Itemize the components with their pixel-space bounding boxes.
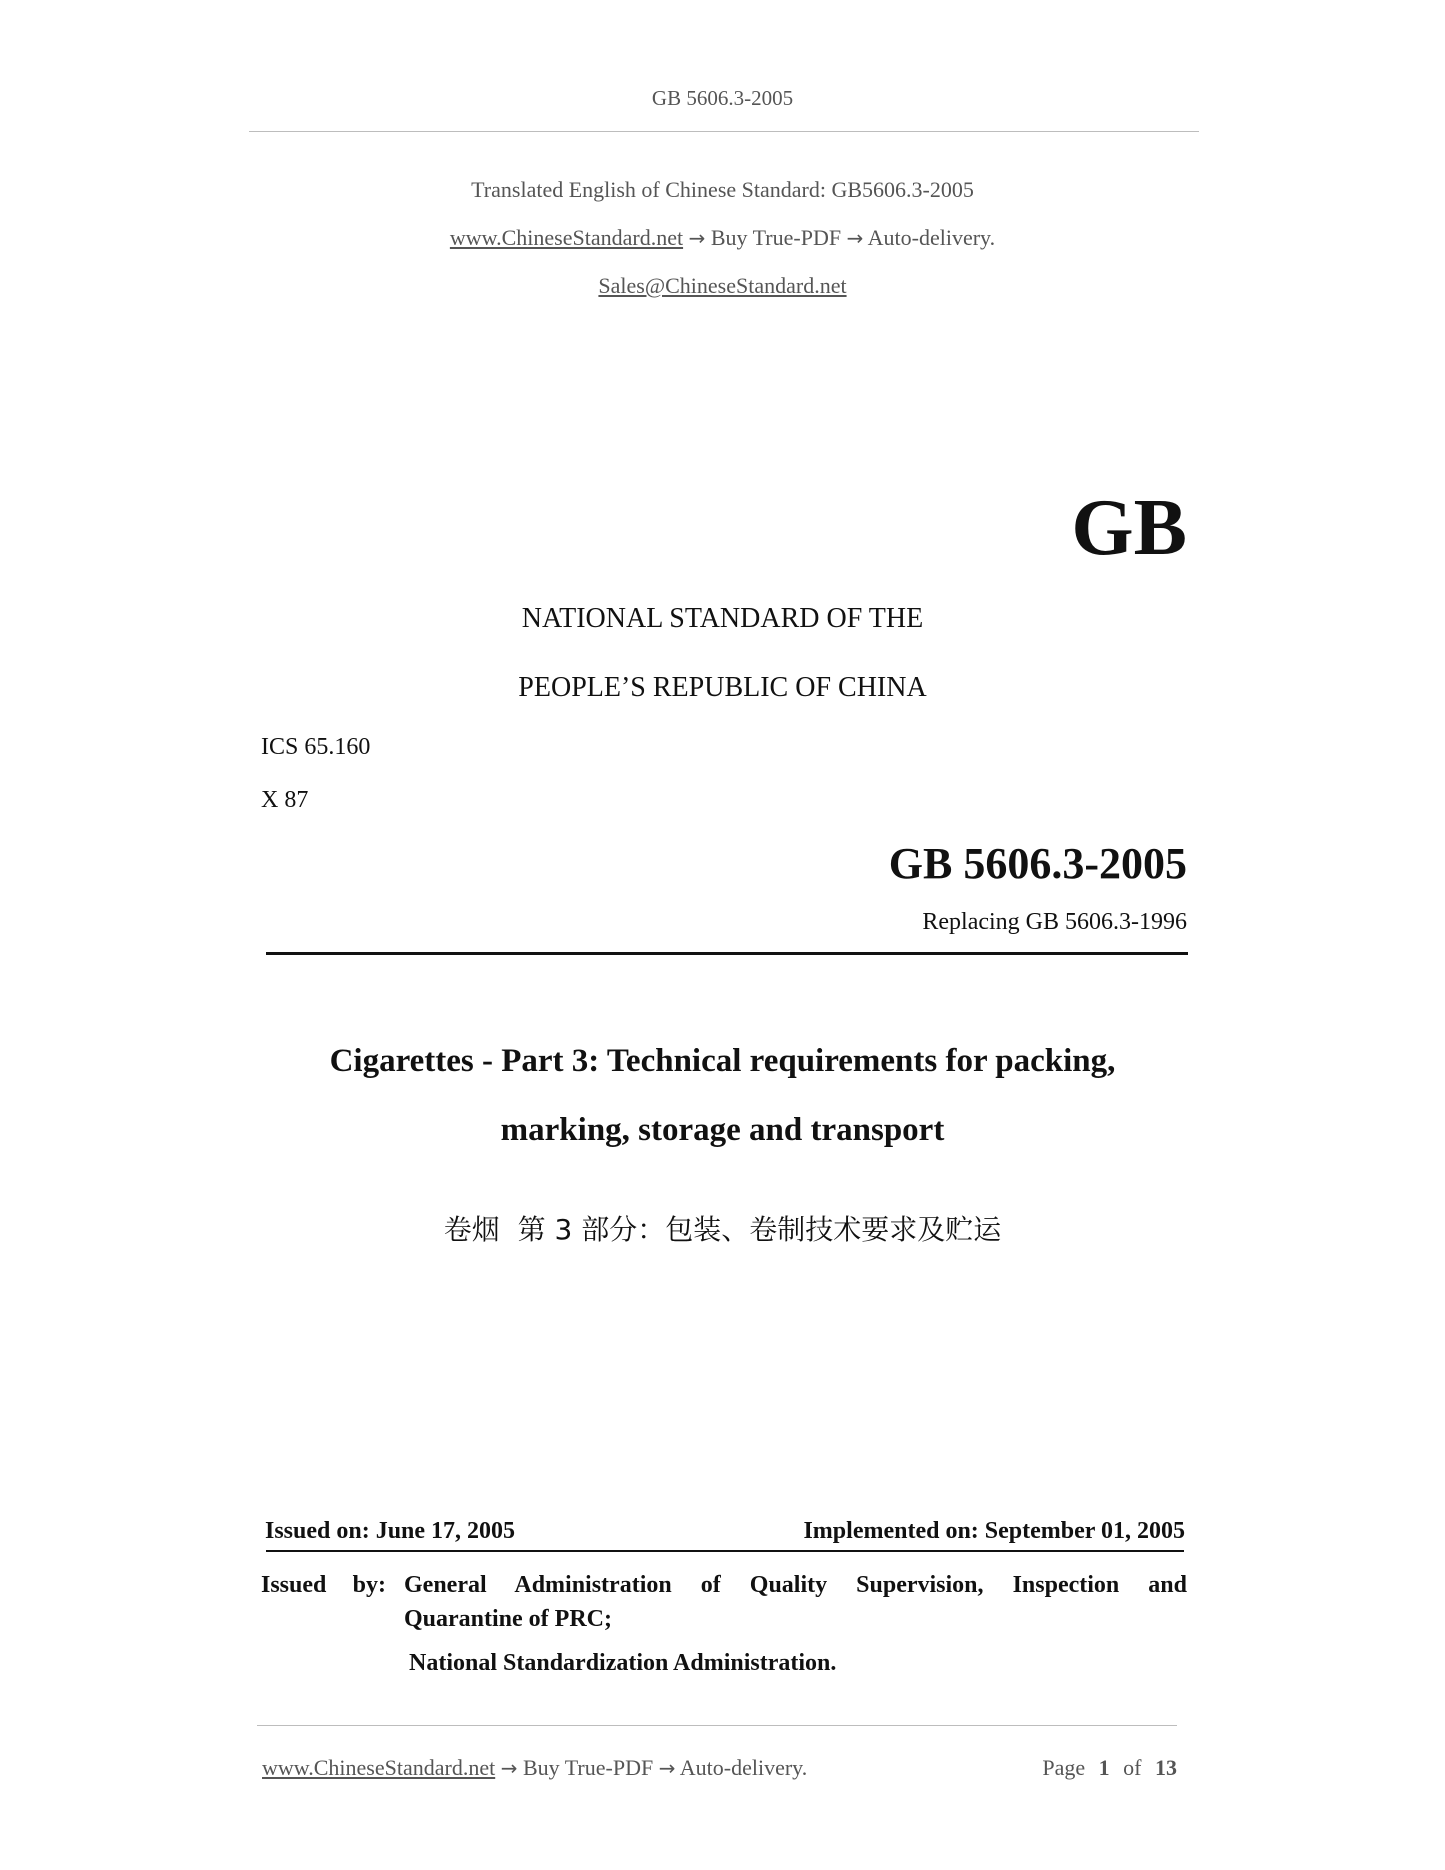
gb-logo: GB: [1071, 484, 1187, 572]
footer-auto-delivery-text: Auto-delivery.: [679, 1755, 808, 1780]
site-link[interactable]: www.ChineseStandard.net: [449, 225, 684, 250]
issued-on: Issued on: June 17, 2005: [265, 1518, 516, 1544]
running-header: GB 5606.3-2005: [651, 86, 794, 110]
document-title-line1: Cigarettes - Part 3: Technical requirements for packing,: [329, 1043, 1116, 1079]
classification-code: X 87: [261, 787, 309, 813]
arrow-right-icon: →: [500, 1756, 518, 1780]
footer-purchase-line: [262, 1755, 807, 1781]
title-divider: [266, 952, 1188, 955]
issued-by-label: Issued by:: [261, 1572, 386, 1598]
issuer-line3: National Standardization Administration.: [409, 1650, 837, 1676]
page-of-label: of: [1123, 1755, 1142, 1780]
auto-delivery-text: Auto-delivery.: [867, 225, 996, 250]
issuer-line2: Quarantine of PRC;: [404, 1606, 612, 1632]
sales-email-link[interactable]: Sales@ChineseStandard.net: [598, 273, 847, 298]
translation-notice: Translated English of Chinese Standard: GB5606.3-2005: [471, 177, 974, 202]
national-standard-line1: NATIONAL STANDARD OF THE: [521, 603, 924, 634]
arrow-right-icon: →: [658, 1756, 676, 1780]
footer-buy-true-pdf-text: Buy True-PDF: [522, 1755, 654, 1780]
replacing-note: Replacing GB 5606.3-1996: [922, 909, 1187, 935]
document-title-line2: marking, storage and transport: [500, 1112, 945, 1148]
footer-divider: [257, 1725, 1177, 1726]
standard-number: GB 5606.3-2005: [888, 839, 1187, 888]
arrow-right-icon: →: [846, 226, 864, 250]
implemented-on: Implemented on: September 01, 2005: [803, 1518, 1185, 1544]
national-standard-line2: PEOPLE’S REPUBLIC OF CHINA: [518, 672, 927, 703]
page-indicator: [1042, 1755, 1177, 1781]
page-current: 1: [1098, 1755, 1110, 1780]
footer-site-link[interactable]: www.ChineseStandard.net: [262, 1755, 496, 1780]
email-line: [0, 273, 1445, 299]
page-total: 13: [1155, 1755, 1177, 1780]
issue-divider: [266, 1550, 1184, 1552]
header-divider: [249, 131, 1199, 132]
chinese-title: 卷烟 第 3 部分：包装、卷制技术要求及贮运: [443, 1213, 1002, 1246]
ics-code: ICS 65.160: [261, 734, 371, 760]
purchase-line: [0, 225, 1445, 251]
buy-true-pdf-text: Buy True-PDF: [710, 225, 842, 250]
arrow-right-icon: →: [688, 226, 706, 250]
issuer-line1: General Administration of Quality Supervision, Inspection and: [404, 1572, 1187, 1598]
page-label: Page: [1042, 1755, 1086, 1780]
